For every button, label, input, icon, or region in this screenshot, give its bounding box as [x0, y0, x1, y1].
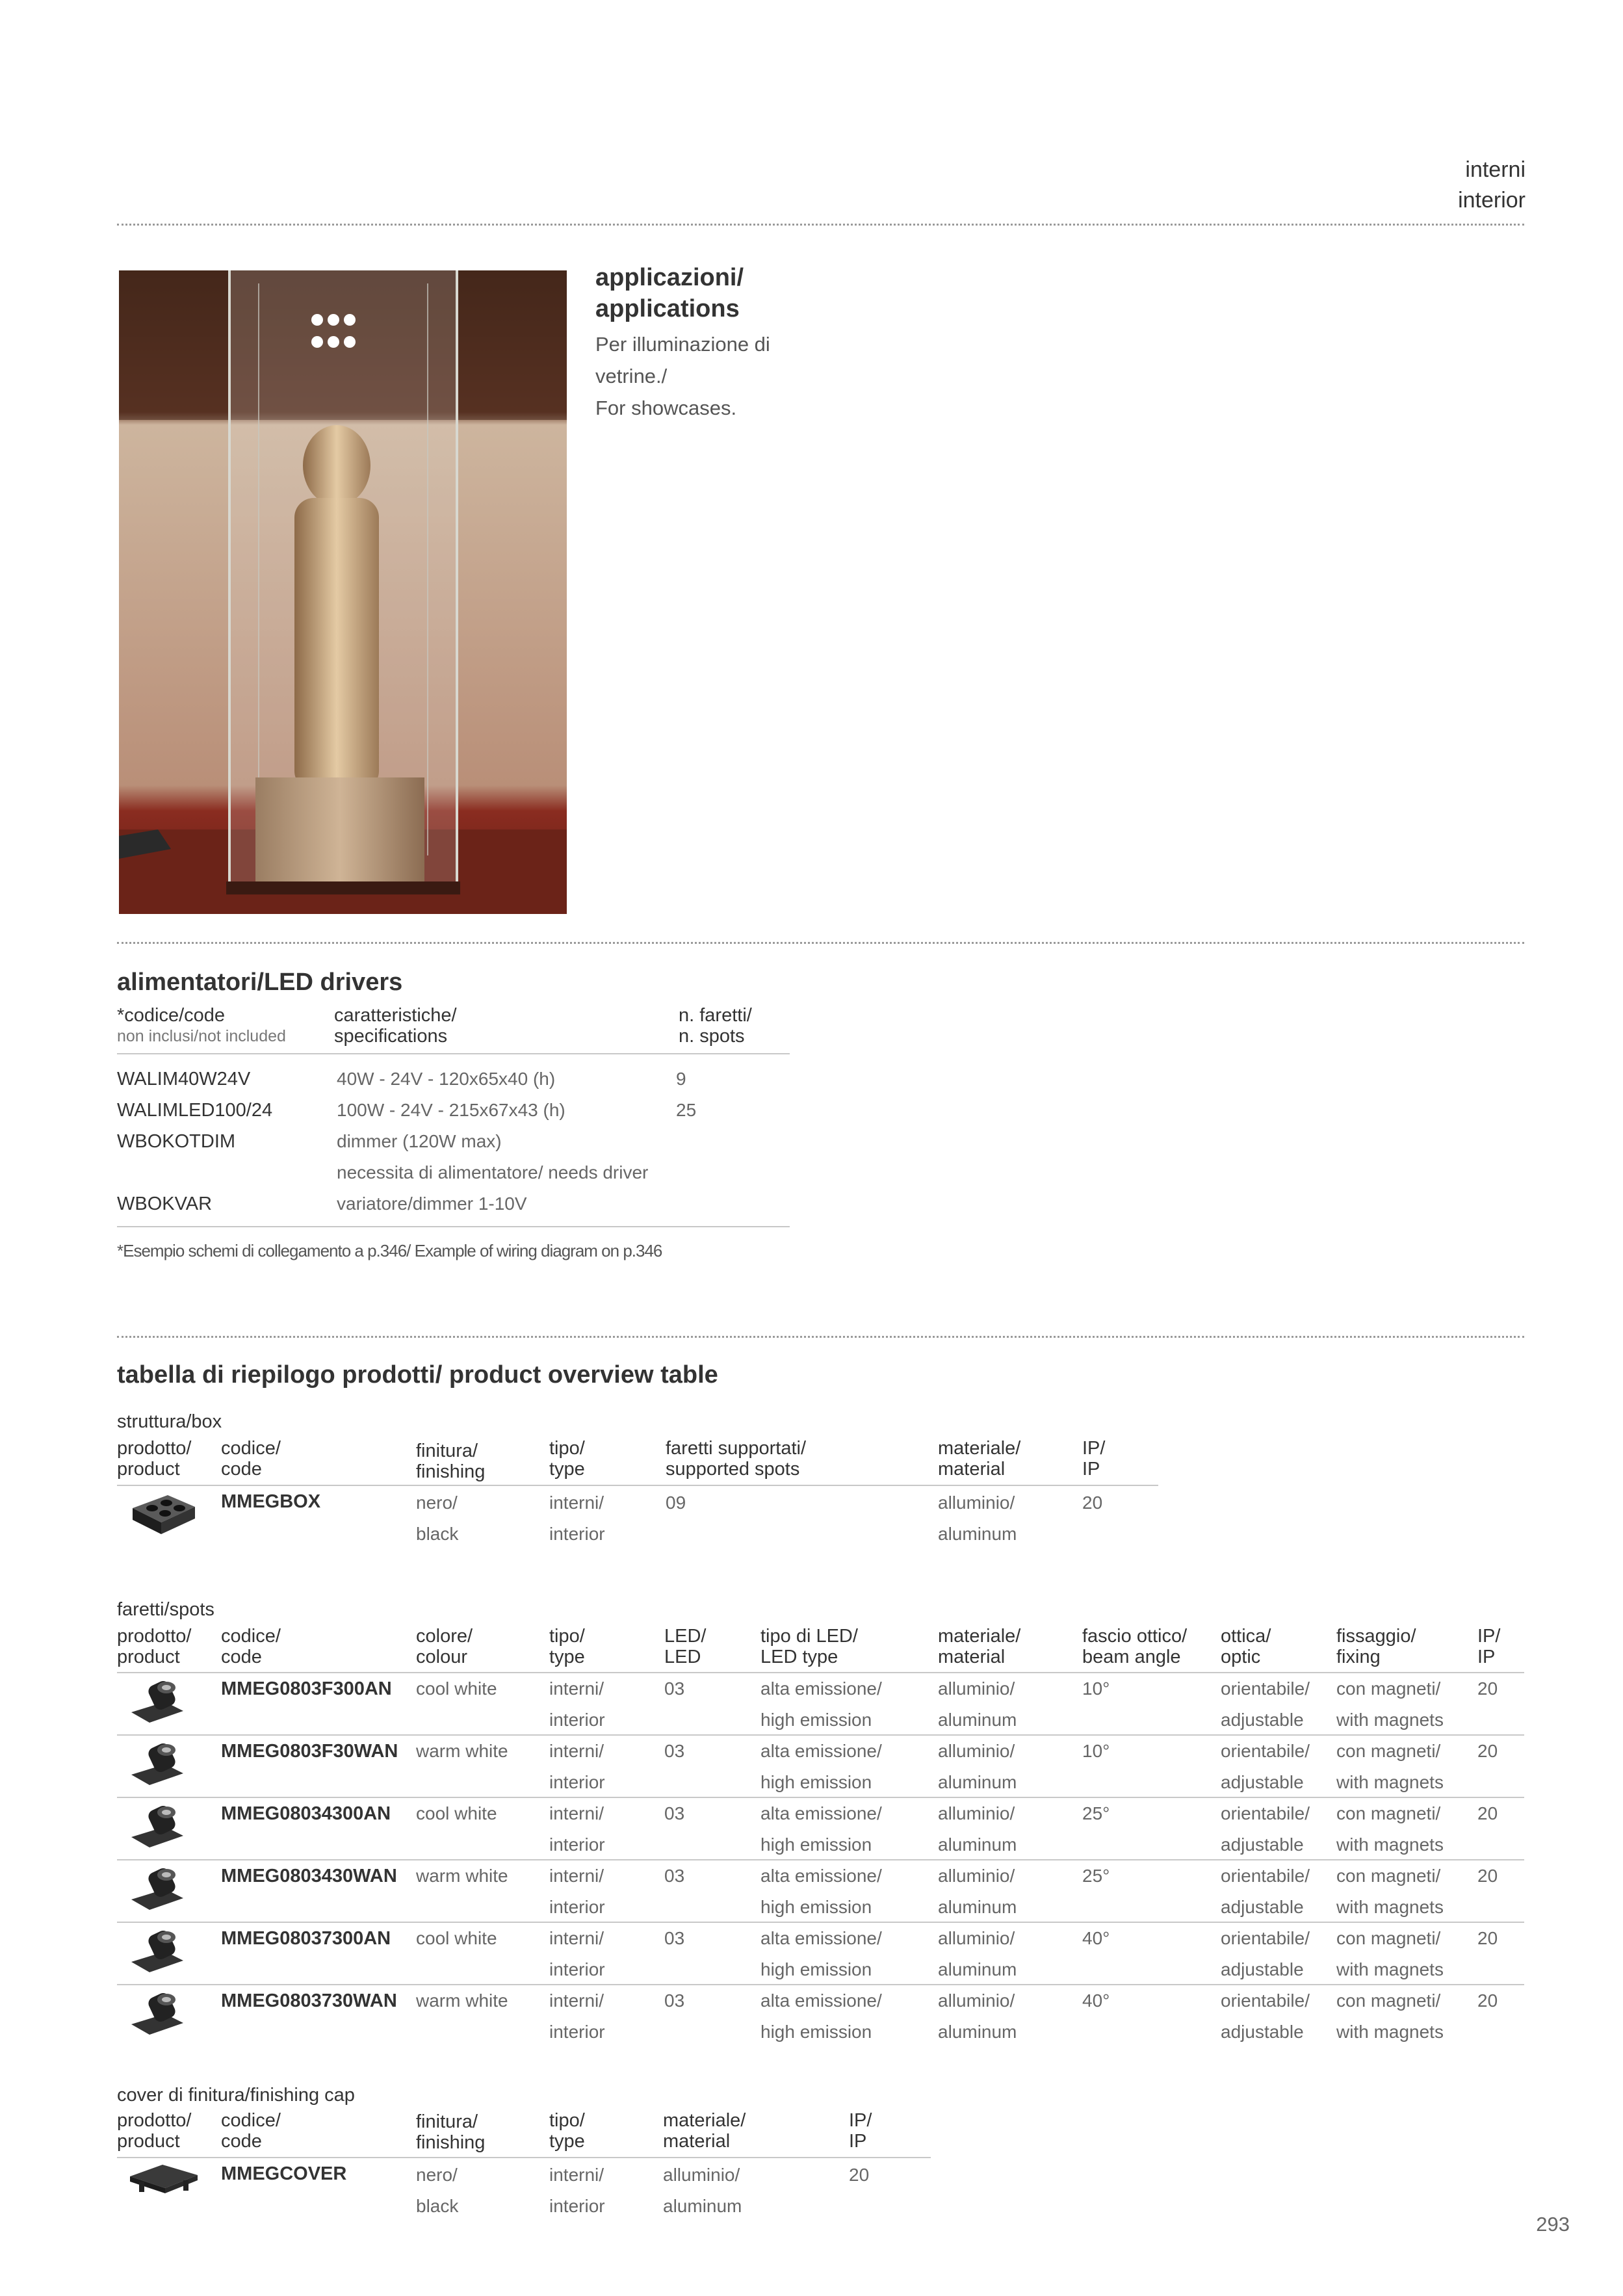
divider [117, 1336, 1524, 1338]
spot-material: aluminum [938, 1834, 1017, 1855]
cover-cap-product-icon [127, 2159, 200, 2200]
box-col-ip [1082, 1438, 1105, 1480]
spot-material: aluminum [938, 2022, 1017, 2042]
spots-col-code-en: code [221, 1647, 262, 1667]
box-col-code-it: codice/ [221, 1438, 281, 1459]
box-col-ip-it: IP/ [1082, 1438, 1106, 1459]
cover-col-ip [849, 2110, 872, 2152]
cover-col-type-en: type [549, 2131, 585, 2152]
spots-col-ledtype-en: LED type [760, 1647, 838, 1667]
spot-fixing: con magneti/ [1336, 1803, 1441, 1823]
spot-type: interni/ [549, 1803, 604, 1823]
box-subtitle: struttura/box [117, 1411, 222, 1432]
driver-code: WBOKVAR [117, 1194, 213, 1214]
drivers-col-spots-it: n. faretti/ [679, 1005, 752, 1026]
spot-led: 03 [664, 1990, 685, 2011]
box-col-type-it: tipo/ [549, 1438, 585, 1459]
spot-optic: adjustable [1221, 2022, 1304, 2042]
applications-text-line: For showcases. [595, 397, 737, 419]
spot-type: interior [549, 1834, 605, 1855]
spots-col-ledtype-it: tipo di LED/ [760, 1626, 858, 1647]
spot-optic: adjustable [1221, 1710, 1304, 1730]
spots-col-colour [416, 1626, 473, 1667]
cover-subtitle: cover di finitura/finishing cap [117, 2085, 355, 2106]
box-col-spots-en: supported spots [666, 1459, 800, 1480]
drivers-title: alimentatori/LED drivers [117, 969, 403, 996]
divider [117, 224, 1524, 226]
box-col-code [221, 1438, 281, 1480]
box-spots: 09 [666, 1493, 686, 1513]
spot-led-type: high emission [760, 1897, 872, 1917]
cover-col-product [117, 2110, 191, 2152]
spot-optic: adjustable [1221, 1959, 1304, 1979]
spot-led-type: high emission [760, 1710, 872, 1730]
table-rule [117, 1053, 790, 1054]
spot-optic: adjustable [1221, 1834, 1304, 1855]
cover-finishing: black [416, 2196, 459, 2216]
box-col-material [938, 1438, 1020, 1480]
spot-ip: 20 [1477, 1741, 1498, 1761]
spot-material: alluminio/ [938, 1866, 1015, 1886]
box-col-product [117, 1438, 191, 1480]
box-col-spots [666, 1438, 806, 1480]
cover-col-code-it: codice/ [221, 2110, 281, 2131]
box-material: aluminum [938, 1524, 1017, 1544]
table-rule [117, 2157, 931, 2158]
box-ip: 20 [1082, 1493, 1103, 1513]
table-rule [117, 1922, 1524, 1923]
spots-col-colour-it: colore/ [416, 1626, 473, 1647]
spots-subtitle: faretti/spots [117, 1599, 214, 1620]
divider [117, 942, 1524, 944]
spot-beam: 10° [1082, 1741, 1110, 1761]
spots-col-product-en: product [117, 1647, 180, 1667]
spot-optic: orientabile/ [1221, 1678, 1310, 1699]
spot-led: 03 [664, 1678, 685, 1699]
spot-colour: warm white [416, 1741, 508, 1761]
spot-led-type: high emission [760, 1834, 872, 1855]
spots-col-ip-en: IP [1477, 1647, 1496, 1667]
applications-title-en: applications [595, 295, 740, 322]
spot-type: interior [549, 1959, 605, 1979]
spot-optic: orientabile/ [1221, 1866, 1310, 1886]
spot-fixing: con magneti/ [1336, 1990, 1441, 2011]
spot-type: interior [549, 1897, 605, 1917]
cover-material: aluminum [663, 2196, 742, 2216]
spots-col-type-it: tipo/ [549, 1626, 585, 1647]
box-col-product-it: prodotto/ [117, 1438, 192, 1459]
wiring-footnote: *Esempio schemi di collegamento a p.346/ Example of wiring diagram on p.346 [117, 1241, 662, 1260]
box-col-code-en: code [221, 1459, 262, 1480]
spot-material: alluminio/ [938, 1803, 1015, 1823]
spot-type: interni/ [549, 1990, 604, 2011]
spots-col-material-it: materiale/ [938, 1626, 1021, 1647]
spot-led-type: alta emissione/ [760, 1866, 882, 1886]
spots-col-optic [1221, 1626, 1271, 1667]
spots-col-optic-en: optic [1221, 1647, 1261, 1667]
cover-type: interior [549, 2196, 605, 2216]
cover-ip: 20 [849, 2165, 870, 2185]
spot-led-type: alta emissione/ [760, 1990, 882, 2011]
box-col-finishing-en: finishing [416, 1461, 486, 1482]
spot-type: interni/ [549, 1678, 604, 1699]
spots-col-product [117, 1626, 191, 1667]
box-col-material-en: material [938, 1459, 1006, 1480]
spots-col-beam-it: fascio ottico/ [1082, 1626, 1188, 1647]
spots-col-led-it: LED/ [664, 1626, 707, 1647]
driver-code: WALIMLED100/24 [117, 1100, 273, 1121]
spot-fixing: with magnets [1336, 1897, 1444, 1917]
spot-led-type: high emission [760, 1772, 872, 1792]
spot-colour: cool white [416, 1678, 497, 1699]
drivers-col-spec-it: caratteristiche/ [334, 1005, 457, 1026]
cover-code: MMEGCOVER [221, 2163, 347, 2184]
spot-code: MMEG0803F30WAN [221, 1741, 398, 1762]
drivers-col-spots-en: n. spots [679, 1026, 745, 1047]
driver-code: WBOKOTDIM [117, 1131, 236, 1152]
spot-ip: 20 [1477, 1928, 1498, 1948]
box-col-type-en: type [549, 1459, 585, 1480]
spot-beam: 25° [1082, 1803, 1110, 1823]
spot-fixing: with magnets [1336, 1710, 1444, 1730]
driver-spec: 100W - 24V - 215x67x43 (h) [337, 1100, 565, 1120]
cover-col-type [549, 2110, 585, 2152]
applications-text-line: vetrine./ [595, 365, 668, 387]
spot-led: 03 [664, 1741, 685, 1761]
spot-fixing: with magnets [1336, 1834, 1444, 1855]
table-rule [117, 1672, 1524, 1673]
spot-led: 03 [664, 1928, 685, 1948]
spots-col-fixing [1336, 1626, 1416, 1667]
cover-material: alluminio/ [663, 2165, 740, 2185]
box-col-spots-it: faretti supportati/ [666, 1438, 806, 1459]
spot-optic: orientabile/ [1221, 1928, 1310, 1948]
spots-col-beam [1082, 1626, 1187, 1667]
spot-code: MMEG0803430WAN [221, 1866, 397, 1886]
spot-led: 03 [664, 1866, 685, 1886]
spots-col-fixing-it: fissaggio/ [1336, 1626, 1416, 1647]
driver-code: WALIM40W24V [117, 1069, 251, 1089]
cover-col-product-en: product [117, 2131, 180, 2152]
spots-col-colour-en: colour [416, 1647, 467, 1667]
spot-fixing: con magneti/ [1336, 1741, 1441, 1761]
driver-spec: dimmer (120W max) [337, 1131, 502, 1151]
spot-optic: adjustable [1221, 1897, 1304, 1917]
driver-spots: 9 [676, 1069, 686, 1089]
spot-ip: 20 [1477, 1803, 1498, 1823]
spotlight-product-icon [126, 1925, 188, 1977]
spots-col-material-en: material [938, 1647, 1006, 1667]
spot-colour: cool white [416, 1803, 497, 1823]
spot-ip: 20 [1477, 1678, 1498, 1699]
cover-col-material-it: materiale/ [663, 2110, 746, 2131]
spot-led-type: alta emissione/ [760, 1928, 882, 1948]
box-code: MMEGBOX [221, 1491, 321, 1512]
cover-col-finishing-en: finishing [416, 2132, 486, 2153]
spot-material: alluminio/ [938, 1741, 1015, 1761]
cover-col-type-it: tipo/ [549, 2110, 585, 2131]
drivers-col-spec-en: specifications [334, 1026, 448, 1047]
spot-beam: 10° [1082, 1678, 1110, 1699]
table-rule [117, 1734, 1524, 1736]
spot-ip: 20 [1477, 1866, 1498, 1886]
spot-optic: adjustable [1221, 1772, 1304, 1792]
applications-title [595, 262, 744, 324]
drivers-col-code-sub: non inclusi/not included [117, 1027, 286, 1045]
overview-title: tabella di riepilogo prodotti/ product overview table [117, 1361, 718, 1389]
spot-fixing: with magnets [1336, 1772, 1444, 1792]
spot-material: aluminum [938, 1772, 1017, 1792]
box-type: interior [549, 1524, 605, 1544]
applications-text-line: Per illuminazione di [595, 333, 770, 356]
spotlight-product-icon [126, 1738, 188, 1790]
spots-col-code-it: codice/ [221, 1626, 281, 1647]
spot-optic: orientabile/ [1221, 1803, 1310, 1823]
spot-code: MMEG08037300AN [221, 1928, 391, 1949]
spot-led-type: high emission [760, 2022, 872, 2042]
box-finishing: black [416, 1524, 459, 1544]
spot-type: interior [549, 1772, 605, 1792]
box-col-finishing [416, 1441, 485, 1482]
spot-code: MMEG0803F300AN [221, 1678, 392, 1699]
cover-col-finishing [416, 2111, 485, 2153]
spot-beam: 40° [1082, 1928, 1110, 1948]
spots-col-code [221, 1626, 281, 1667]
spots-col-material [938, 1626, 1020, 1667]
section-header [1458, 155, 1526, 216]
spot-fixing: with magnets [1336, 1959, 1444, 1979]
spot-led: 03 [664, 1803, 685, 1823]
spot-optic: orientabile/ [1221, 1990, 1310, 2011]
spot-optic: orientabile/ [1221, 1741, 1310, 1761]
spot-code: MMEG08034300AN [221, 1803, 391, 1824]
spot-type: interior [549, 2022, 605, 2042]
spot-colour: warm white [416, 1990, 508, 2011]
box-col-ip-en: IP [1082, 1459, 1100, 1480]
driver-spec: 40W - 24V - 120x65x40 (h) [337, 1069, 556, 1089]
drivers-col-spec [334, 1005, 457, 1047]
drivers-col-code [117, 1005, 286, 1047]
spot-colour: warm white [416, 1866, 508, 1886]
cover-col-material-en: material [663, 2131, 731, 2152]
box-col-product-en: product [117, 1459, 180, 1480]
cover-col-ip-it: IP/ [849, 2110, 872, 2131]
section-header-en: interior [1458, 188, 1526, 213]
spot-fixing: con magneti/ [1336, 1866, 1441, 1886]
spot-material: aluminum [938, 1897, 1017, 1917]
spot-type: interni/ [549, 1741, 604, 1761]
driver-spec: necessita di alimentatore/ needs driver [337, 1162, 649, 1182]
spot-material: aluminum [938, 1959, 1017, 1979]
applications-title-it: applicazioni/ [595, 264, 744, 291]
box-col-finishing-it: finitura/ [416, 1441, 478, 1461]
spotlight-product-icon [126, 1863, 188, 1915]
page-number: 293 [1536, 2213, 1570, 2236]
box-product-icon [129, 1489, 199, 1538]
applications-text [595, 328, 770, 424]
driver-spec: variatore/dimmer 1-10V [337, 1194, 527, 1214]
spot-material: alluminio/ [938, 1678, 1015, 1699]
spot-ip: 20 [1477, 1990, 1498, 2011]
spot-code: MMEG0803730WAN [221, 1990, 397, 2011]
spot-colour: cool white [416, 1928, 497, 1948]
spots-col-ip-it: IP/ [1477, 1626, 1501, 1647]
cover-type: interni/ [549, 2165, 604, 2185]
box-material: alluminio/ [938, 1493, 1015, 1513]
cover-col-code [221, 2110, 281, 2152]
table-rule [117, 1859, 1524, 1860]
spot-beam: 40° [1082, 1990, 1110, 2011]
spot-type: interior [549, 1710, 605, 1730]
spots-col-led-en: LED [664, 1647, 701, 1667]
cover-col-finishing-it: finitura/ [416, 2111, 478, 2132]
showcase-photo [119, 270, 567, 914]
spot-fixing: with magnets [1336, 2022, 1444, 2042]
box-col-material-it: materiale/ [938, 1438, 1021, 1459]
spot-led-type: high emission [760, 1959, 872, 1979]
spot-led-type: alta emissione/ [760, 1741, 882, 1761]
spot-beam: 25° [1082, 1866, 1110, 1886]
spotlight-product-icon [126, 1676, 188, 1728]
cover-col-material [663, 2110, 746, 2152]
spots-col-beam-en: beam angle [1082, 1647, 1181, 1667]
spots-col-type-en: type [549, 1647, 585, 1667]
spots-col-ip [1477, 1626, 1500, 1667]
drivers-col-spots [679, 1005, 752, 1047]
table-rule [117, 1984, 1524, 1985]
spot-fixing: con magneti/ [1336, 1928, 1441, 1948]
spot-led-type: alta emissione/ [760, 1803, 882, 1823]
section-header-it: interni [1465, 157, 1526, 182]
spot-led-type: alta emissione/ [760, 1678, 882, 1699]
spot-type: interni/ [549, 1866, 604, 1886]
table-rule [117, 1797, 1524, 1798]
spots-col-type [549, 1626, 585, 1667]
spots-col-led [664, 1626, 706, 1667]
spots-col-fixing-en: fixing [1336, 1647, 1381, 1667]
spotlight-product-icon [126, 1988, 188, 2040]
spot-material: aluminum [938, 1710, 1017, 1730]
driver-spots: 25 [676, 1100, 697, 1120]
cover-col-ip-en: IP [849, 2131, 867, 2152]
cover-finishing: nero/ [416, 2165, 458, 2185]
spots-col-ledtype [760, 1626, 858, 1667]
spots-col-optic-it: ottica/ [1221, 1626, 1271, 1647]
cover-col-product-it: prodotto/ [117, 2110, 192, 2131]
box-type: interni/ [549, 1493, 604, 1513]
spot-type: interni/ [549, 1928, 604, 1948]
drivers-col-code-label: *codice/code [117, 1005, 226, 1026]
box-finishing: nero/ [416, 1493, 458, 1513]
box-col-type [549, 1438, 585, 1480]
table-rule [117, 1485, 1158, 1486]
spot-material: alluminio/ [938, 1990, 1015, 2011]
spot-fixing: con magneti/ [1336, 1678, 1441, 1699]
spot-material: alluminio/ [938, 1928, 1015, 1948]
spots-col-product-it: prodotto/ [117, 1626, 192, 1647]
spotlight-product-icon [126, 1801, 188, 1853]
table-rule [117, 1226, 790, 1227]
cover-col-code-en: code [221, 2131, 262, 2152]
